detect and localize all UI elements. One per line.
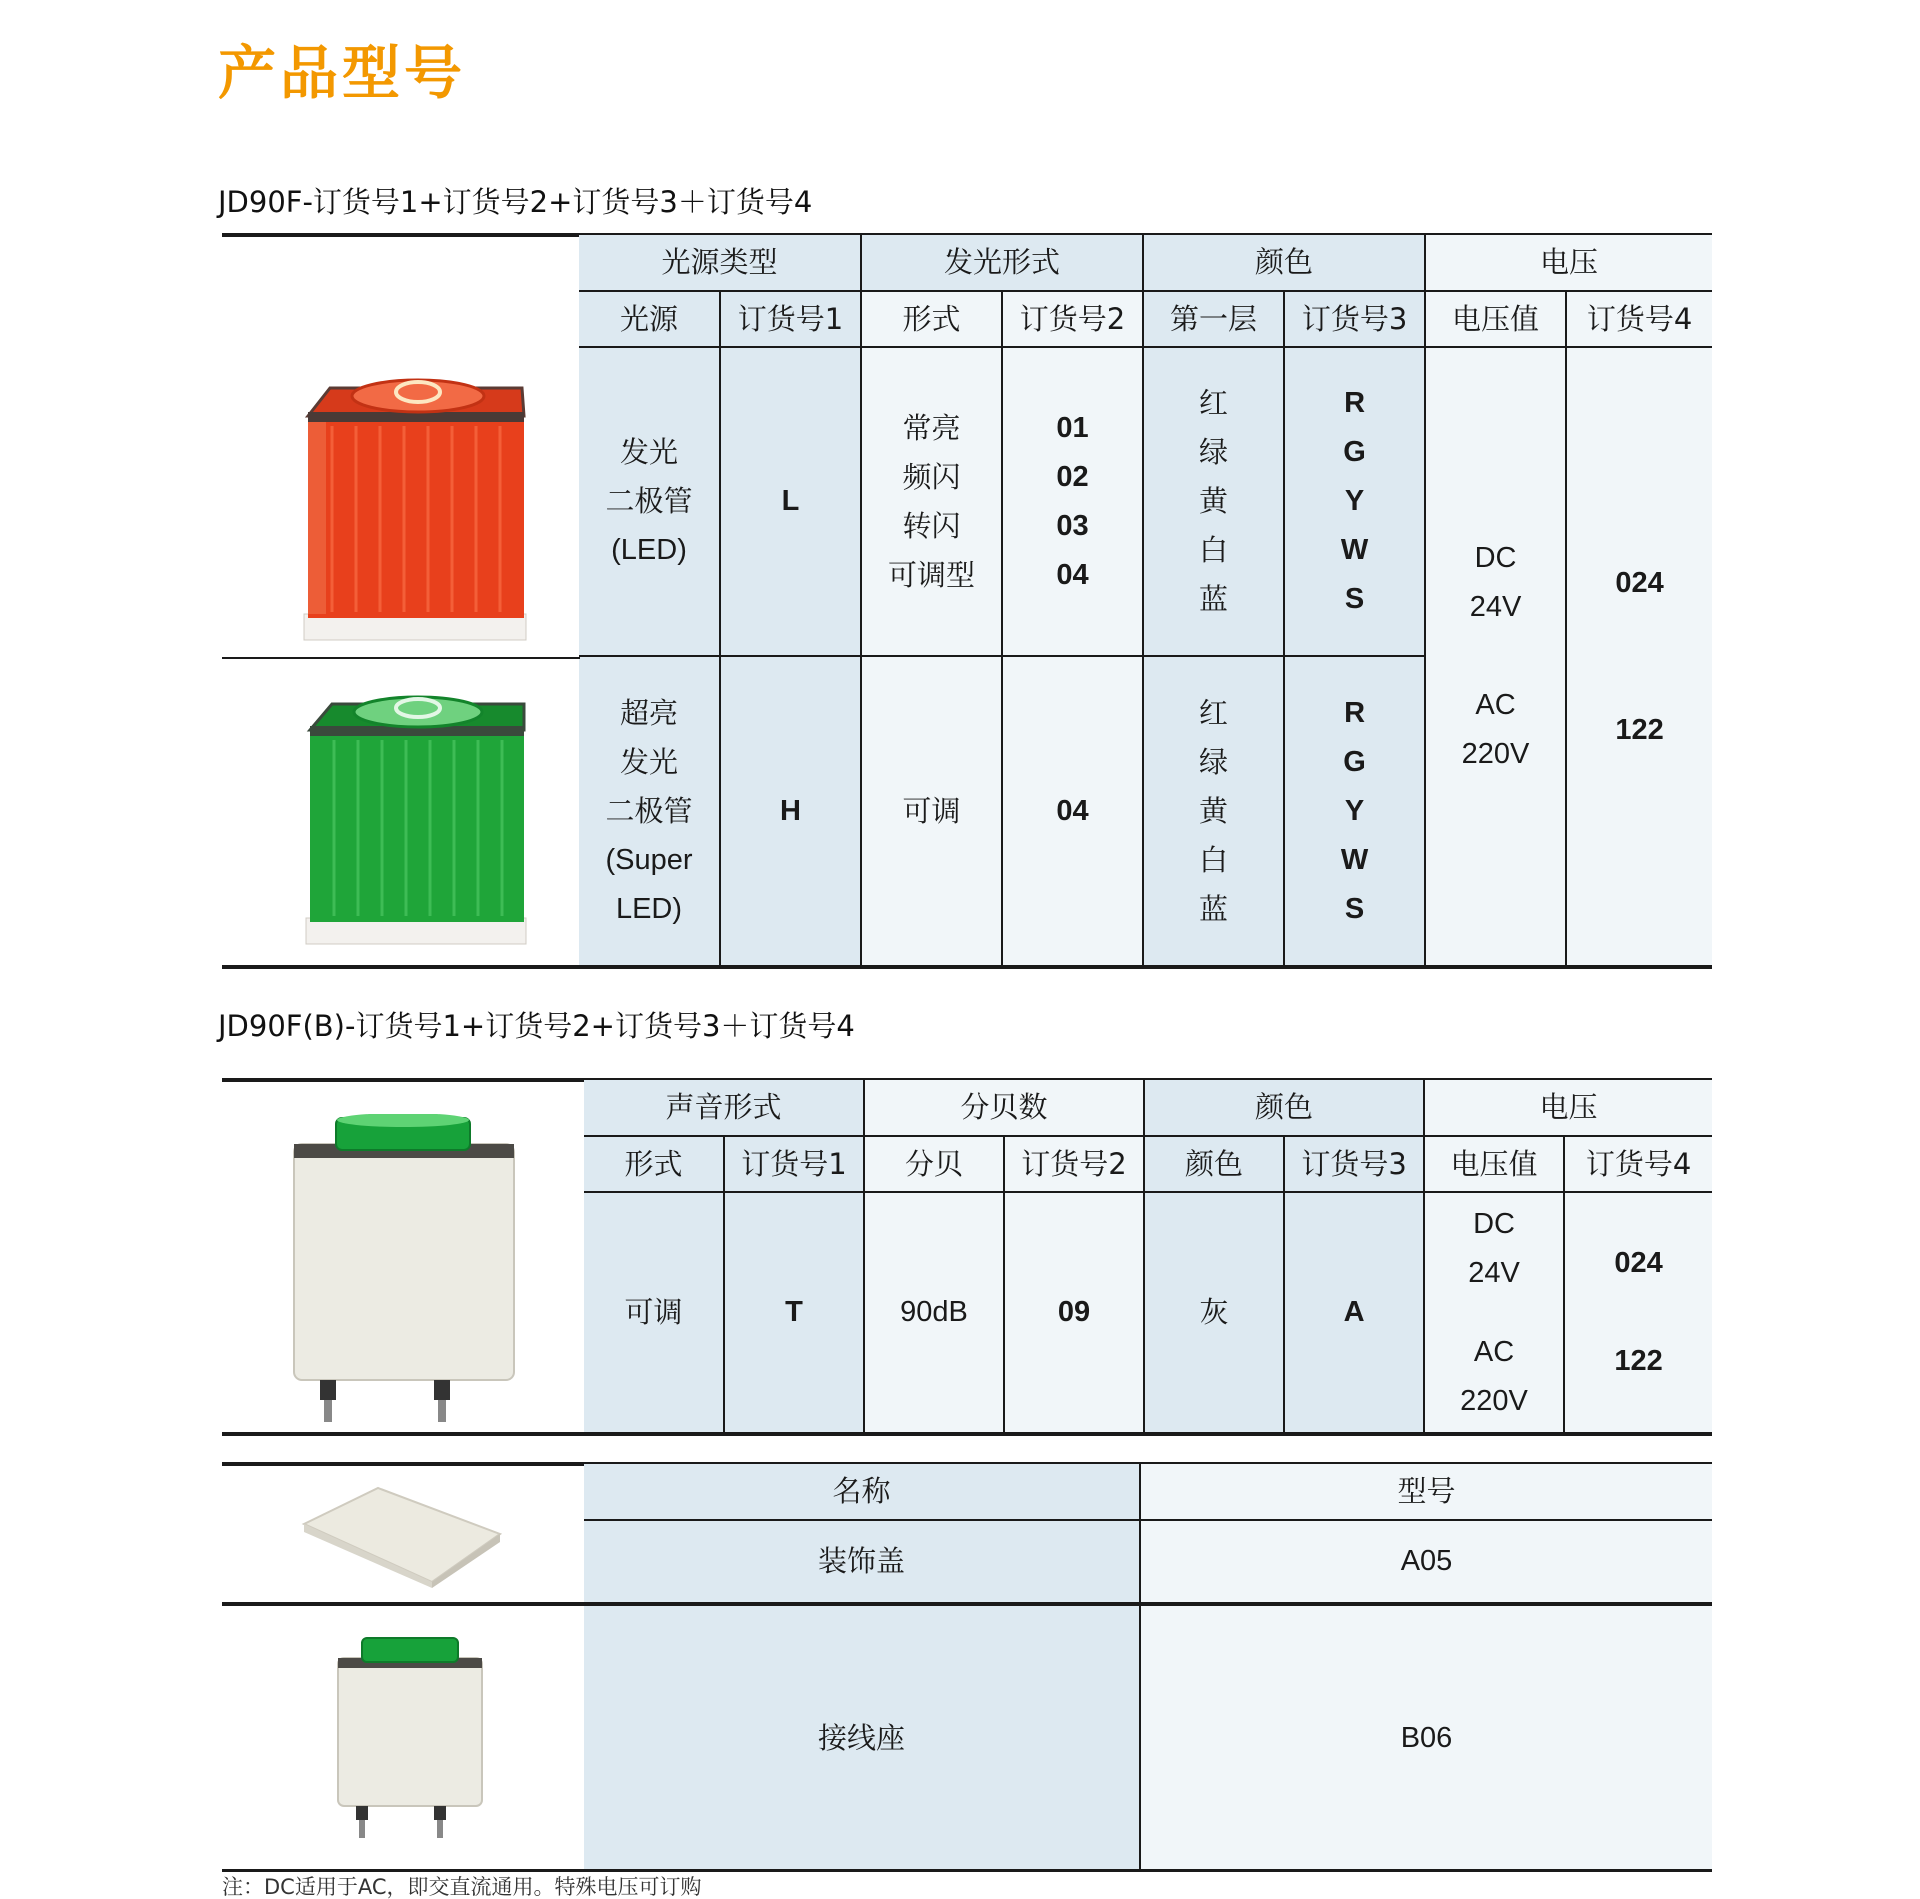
section3-row-divider bbox=[222, 1602, 584, 1606]
subheader-order-no-1: 订货号1 bbox=[724, 1136, 864, 1192]
group-header-light-source-type: 光源类型 bbox=[579, 235, 861, 291]
subheader-voltage-value: 电压值 bbox=[1425, 291, 1566, 347]
section1-subtitle: JD90F-订货号1+订货号2+订货号3＋订货号4 bbox=[218, 185, 813, 219]
color-value: 灰 bbox=[1144, 1192, 1284, 1432]
red-led-lamp-image bbox=[290, 368, 550, 646]
decorative-cover-image bbox=[294, 1484, 512, 1588]
group-header-sound-mode: 声音形式 bbox=[584, 1080, 864, 1136]
accessory-model: B06 bbox=[1140, 1604, 1712, 1871]
row2-mode: 可调 bbox=[861, 656, 1002, 965]
voltage-values: DC 24V AC 220V bbox=[1424, 1192, 1564, 1432]
section1-row-divider bbox=[222, 657, 580, 659]
accessory-name: 装饰盖 bbox=[584, 1520, 1140, 1604]
subheader-order-no-3: 订货号3 bbox=[1284, 1136, 1424, 1192]
terminal-base-image bbox=[330, 1636, 490, 1844]
section3-bottom-rule bbox=[222, 1869, 1712, 1872]
row1-source: 发光 二极管 (LED) bbox=[579, 347, 720, 656]
header-model: 型号 bbox=[1140, 1464, 1712, 1520]
voltage-order-no-4: 024 122 bbox=[1564, 1192, 1712, 1432]
row2-source: 超亮 发光 二极管 (Super LED) bbox=[579, 656, 720, 965]
green-super-led-lamp-image bbox=[294, 686, 546, 950]
group-header-color: 颜色 bbox=[1143, 235, 1425, 291]
group-header-voltage: 电压 bbox=[1424, 1080, 1712, 1136]
subheader-decibel: 分贝 bbox=[864, 1136, 1004, 1192]
row1-order-no-2: 01 02 03 04 bbox=[1002, 347, 1143, 656]
group-header-decibel: 分贝数 bbox=[864, 1080, 1144, 1136]
row1-order-no-1: L bbox=[720, 347, 861, 656]
row2-order-no-1: H bbox=[720, 656, 861, 965]
voltage-order-no-4: 024 122 bbox=[1566, 347, 1712, 965]
subheader-first-layer: 第一层 bbox=[1143, 291, 1284, 347]
subheader-mode: 形式 bbox=[584, 1136, 724, 1192]
footnote: 注：DC适用于AC，即交直流通用。特殊电压可订购 bbox=[222, 1875, 702, 1899]
decibel-order-no-2: 09 bbox=[1004, 1192, 1144, 1432]
subheader-order-no-4: 订货号4 bbox=[1564, 1136, 1712, 1192]
page-title: 产品型号 bbox=[218, 39, 467, 107]
voltage-values: DC 24V AC 220V bbox=[1425, 347, 1566, 965]
subheader-order-no-1: 订货号1 bbox=[720, 291, 861, 347]
row1-order-no-3: R G Y W S bbox=[1284, 347, 1425, 656]
section2-order-table bbox=[584, 1080, 1712, 1432]
row1-colors: 红 绿 黄 白 蓝 bbox=[1143, 347, 1284, 656]
row2-order-no-3: R G Y W S bbox=[1284, 656, 1425, 965]
group-header-color: 颜色 bbox=[1144, 1080, 1424, 1136]
subheader-source: 光源 bbox=[579, 291, 720, 347]
section1-bottom-rule bbox=[222, 965, 1712, 969]
row2-order-no-2: 04 bbox=[1002, 656, 1143, 965]
group-header-emission-mode: 发光形式 bbox=[861, 235, 1143, 291]
section2-subtitle: JD90F(B)-订货号1+订货号2+订货号3＋订货号4 bbox=[218, 1009, 855, 1043]
header-name: 名称 bbox=[584, 1464, 1140, 1520]
subheader-mode: 形式 bbox=[861, 291, 1002, 347]
section2-bottom-rule bbox=[222, 1432, 1712, 1436]
color-order-no-3: A bbox=[1284, 1192, 1424, 1432]
decibel-value: 90dB bbox=[864, 1192, 1004, 1432]
subheader-order-no-4: 订货号4 bbox=[1566, 291, 1712, 347]
accessory-model: A05 bbox=[1140, 1520, 1712, 1604]
subheader-voltage-value: 电压值 bbox=[1424, 1136, 1564, 1192]
sound-mode-value: 可调 bbox=[584, 1192, 724, 1432]
accessories-table bbox=[584, 1464, 1712, 1871]
buzzer-unit-image bbox=[284, 1114, 524, 1426]
row2-colors: 红 绿 黄 白 蓝 bbox=[1143, 656, 1284, 965]
subheader-color: 颜色 bbox=[1144, 1136, 1284, 1192]
subheader-order-no-2: 订货号2 bbox=[1002, 291, 1143, 347]
section1-order-table bbox=[579, 235, 1712, 965]
sound-order-no-1: T bbox=[724, 1192, 864, 1432]
accessory-name: 接线座 bbox=[584, 1604, 1140, 1871]
group-header-voltage: 电压 bbox=[1425, 235, 1712, 291]
subheader-order-no-2: 订货号2 bbox=[1004, 1136, 1144, 1192]
subheader-order-no-3: 订货号3 bbox=[1284, 291, 1425, 347]
row1-modes: 常亮 频闪 转闪 可调型 bbox=[861, 347, 1002, 656]
